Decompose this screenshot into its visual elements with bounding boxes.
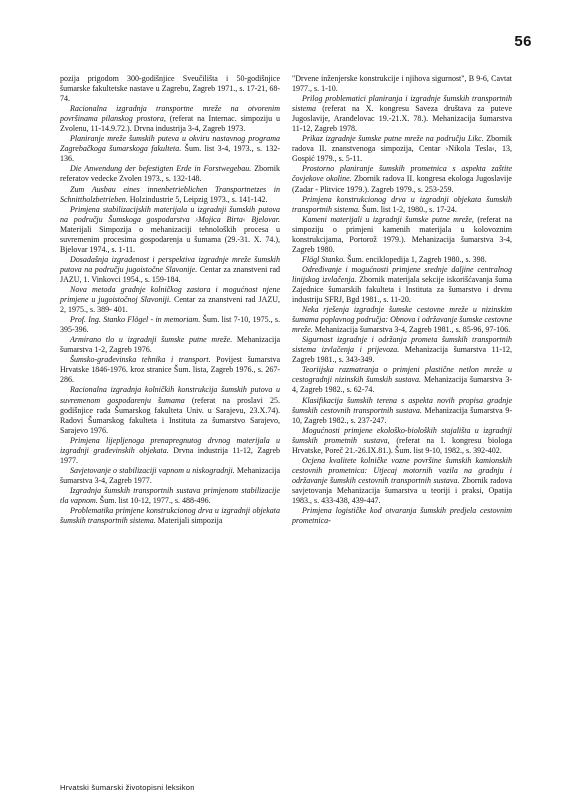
entry-details: Materijali simpozija — [155, 516, 223, 526]
bibliography-entry — [292, 134, 512, 164]
bibliography-entry — [292, 215, 512, 255]
entry-title: Planiranje mreže šumskih puteva u okviru nastavnog programa Zagrebačkoga šumarskoga fakulteta. — [60, 134, 280, 154]
right-column — [292, 74, 512, 526]
entry-title: Armirano tlo u izgradnji šumske putne mreže. — [70, 335, 233, 345]
entry-details: Šum. list 3-4, 1973., s. 132-136. — [60, 144, 280, 164]
bibliography-entry — [60, 486, 280, 506]
bibliography-entry — [60, 285, 280, 315]
entry-details: Mehanizacija šumarstva 1-2, Zagreb 1976. — [60, 335, 281, 355]
bibliography-entry — [292, 396, 512, 426]
entry-title: Problematika primjene konstrukcionog drva u izgradnji objekata šumskih transportnih sistema. — [60, 506, 280, 526]
entry-details: Centar za znanstveni rad JAZU, 1. Vinkovci 1954., s. 159-184. — [60, 264, 280, 284]
entry-details: Zbornik materijala sekcije iskorišćavanja šuma Zajednice šumarskih fakulteta i Instituta za šumarstvo i drvnu industriju SFRJ, Bgd 1981., s. 11-20. — [292, 274, 512, 305]
entry-title: Mogućnosti primjene ekološko-bioloških stajališta u izgradnji šumskih prometnih sustava, — [292, 425, 512, 445]
entry-title: Određivanje i mogućnosti primjene srednje daljine centralnog linijskog izvlačenja. — [292, 264, 512, 284]
bibliography-entry — [292, 305, 512, 335]
entry-title: Primjena konstrukcionog drva u izgradnji objekata šumskih transportnih sistema. — [292, 194, 512, 214]
entry-title: Klasifikacija šumskih terena s aspekta novih propisa gradnje šumskih cestovnih transportnih sustava. — [292, 395, 512, 415]
entry-title: Prostorno planiranje šumskih prometnica s aspekta zaštite čovjekove okoline. — [292, 164, 512, 184]
entry-title: Izgradnja šumskih transportnih sustava primjenom stabilizacije tla vapnom. — [60, 485, 280, 505]
entry-details: (referat na proslavi 25. godišnjice rada Šumarskog fakulteta Univ. u Sarajevu, 23.X.74). Radovi Šumarskog fakulteta i Instituta za šumarstvo Sarajevo, Sarajevo 1976. — [60, 395, 280, 435]
entry-title: Prikaz izgradnje šumske putne mreže na području Likc. — [302, 134, 484, 144]
entry-details: (referat na I. kongresu biologa Hrvatske, Poreč 21.-26.IX.81.). Šum. list 9-10, 1982., s. 392-402. — [292, 435, 512, 455]
bibliography-entry — [60, 385, 280, 435]
entry-title: Savjetovanje o stabilizaciji vapnom u niskogradnji. — [70, 465, 235, 475]
page-number: 56 — [514, 33, 532, 50]
entry-title: Nova metoda gradnje kolničkog zastora i mogućnost njene primjene u jugoistočnoj Slavoniji. — [60, 284, 280, 305]
bibliography-entry — [60, 164, 280, 184]
bibliography-entry — [60, 104, 280, 134]
footer-publication-title: Hrvatski šumarski životopisni leksikon — [60, 783, 195, 792]
bibliography-entry — [60, 506, 280, 526]
entry-details: Drvna industrija 11-12, Zagreb 1977. — [60, 445, 280, 465]
bibliography-entry — [292, 506, 512, 526]
entry-title: Šumsko-građevinska tehnika i transport. — [70, 355, 211, 365]
entry-title: Primjena lijepljenoga prenapregnutog drvnog materijala u izgradnji građevinskih objekata. — [60, 435, 280, 455]
entry-details: Šum. enciklopedija 1, Zagreb 1980., s. 398. — [345, 254, 487, 264]
bibliography-entry — [292, 74, 512, 94]
bibliography-entry — [292, 255, 512, 265]
entry-details: Zbornik referatov vedecke Zvolen 1973., s. 132-148. — [60, 164, 280, 184]
bibliography-entry — [60, 134, 280, 164]
bibliography-entry — [292, 335, 512, 365]
entry-details: Šum. list 1-2, 1980., s. 17-24. — [360, 204, 457, 214]
bibliography-entry — [292, 456, 512, 506]
entry-details: Zbornik radova II. znanstvenoga simpozija, Centar ›Nikola Tesla‹, 13, Gospić 1979., s. 5-11. — [292, 134, 512, 164]
bibliography-entry — [60, 185, 280, 205]
entry-title: Sigurnost izgradnje i održanja prometa šumskih transportnih sistema izvlačenja i prijevoza. — [292, 335, 512, 355]
entry-details: "Drvene inženjerske konstrukcije i njihova sigurnost", B 9-6, Cavtat 1977., s. 1-10. — [292, 74, 512, 94]
bibliography-entry — [60, 205, 280, 255]
entry-title: Kameni materijali u izgradnji šumske putne mreže, — [302, 214, 474, 224]
bibliography-entry — [292, 426, 512, 456]
entry-details: Mehanizacija šumarstva 11-12, Zagreb 1981., s. 343-349. — [292, 345, 512, 365]
entry-details: Šum. list 10-12, 1977., s. 488-496. — [97, 495, 211, 505]
left-column — [60, 74, 280, 526]
entry-details: Centar za znanstveni rad JAZU, 2, 1975., s. 389- 401. — [60, 295, 281, 315]
entry-details: pozija prigodom 300-godišnjice Sveučilišta i 50-godišnjice šumarske fakultetske nastave u Zagrebu, Zagreb 1971., s. 17-21, 68-74. — [60, 74, 280, 104]
entry-details: Zbornik radova II. kongresa ekologa Jugoslavije (Zadar - Plitvice 1979.). Zagreb 1979., s. 253-259. — [292, 174, 512, 194]
bibliography-entry — [292, 164, 512, 194]
entry-title: Prof. Ing. Stanko Flögel - in memoriam. — [70, 315, 201, 325]
entry-details: Holzindustrie 5, Leipzig 1973., s. 141-142. — [127, 194, 268, 204]
entry-details: (referat na simpoziju o primjeni kamenih materijala u kolovoznim konstrukcijama, Portorož 1979.). Mehanizacija šumarstva 3-4, Zagreb 1980. — [292, 214, 512, 254]
bibliography-entry — [60, 255, 280, 285]
bibliography-entry — [60, 436, 280, 466]
entry-title: Dosadašnja izgrađenost i perspektiva izgradnje mreže šumskih putova na području jugoistočne Slavonije. — [60, 254, 280, 274]
entry-title: Prilog problematici planiranja i izgradnje šumskih transportnih sistema — [292, 94, 512, 114]
entry-details: (referat na Internac. simpoziju u Zvolenu, 11-14.9.72.). Drvna industrija 3-4, Zagreb 1973. — [60, 114, 281, 134]
bibliography-entry — [60, 315, 280, 335]
entry-title: Neka rješenja izgradnje šumske cestovne mreže u nizinskim šumama poplavnog područja: Obnova i održavanje šumske cestovne mreže. — [292, 305, 512, 335]
entry-title: Zum Ausbau eines innenbetrieblichen Transportnetzes in Schnittholzbetrieben. — [60, 184, 280, 204]
bibliography-entry — [292, 365, 512, 395]
bibliography-entry — [60, 74, 280, 104]
entry-details: Mehanizacija šumarstva 3-4, Zagreb 1977. — [60, 465, 280, 485]
entry-details: Šum. list 7-10, 1975., s. 395-396. — [60, 315, 280, 335]
bibliography-entry — [292, 94, 512, 134]
entry-title: Racionalna izgradnja transportne mreže na otvorenim površinama pilanskog prostora, — [60, 104, 280, 124]
entry-details: Materijali Simpozija o mehanizaciji tehnoloških procesa u suvremenim procesima gospodarenja u šumama (29.-31. X. 74.), Bjelovar 1974., s. 1-11. — [60, 224, 280, 254]
entry-title: Ocjena kvalitete kolničke vozne površine šumskih kamionskih cestovnih prometnica: Utjecaj motornih vozila na gradnju i održavanje šumskih cestovnih transportnih sustava. — [292, 455, 512, 485]
entry-title: Flögl Stanko. — [302, 254, 346, 264]
entry-details: Zbornik radova savjetovanja Mehanizacija šumarstva u teoriji i praksi, Opatija 1983., s. 433-438, 439-447. — [292, 475, 512, 505]
entry-title: Primjena logističke kod otvaranja šumskih predjela cestovnim prometnica- — [292, 506, 512, 526]
bibliography-entry — [292, 195, 512, 215]
entry-title: Racionalna izgradnja kolničkih konstrukcija šumskih putova u suvremenom gospodarenju šumama — [60, 385, 280, 405]
entry-details: Mehanizacija šumarstva 3-4, Zagreb 1982., s. 62-74. — [292, 375, 513, 395]
bibliography-entry — [60, 355, 280, 385]
bibliography-entry — [292, 265, 512, 305]
bibliography-entry — [60, 466, 280, 486]
entry-title: Teoriijska razmatranja o primjeni plastične netlon mreže u cestogradnji nizinskih šumskih sustava. — [292, 365, 512, 385]
entry-title: Primjena stabilizacijskih materijala u izgradnji šumskih putova na području Šumskoga gospodarstva ›Mojica Birta‹ Bjelovar. — [60, 204, 280, 224]
bibliography-entry — [60, 335, 280, 355]
entry-details: Mehanizacija šumarstva 3-4, Zagreb 1981., s. 85-96, 97-106. — [312, 325, 511, 335]
entry-details: Mehanizacija šumarstva 9-10, Zagreb 1982., s. 237-247. — [292, 405, 513, 425]
entry-title: Die Anwendung der befestigten Erde in Forstwegebau. — [70, 164, 252, 174]
entry-details: (referat na X. kongresu Saveza društava za puteve Jugoslavije, Aranđelovac 19.-21.X. 78.). Mehanizacija šumarstva 11-12, Zagreb 1978. — [292, 104, 512, 134]
entry-details: Povijest šumarstva Hrvatske 1846-1976. kroz stranice Šum. lista, Zagreb 1976., s. 267-286. — [60, 355, 281, 385]
